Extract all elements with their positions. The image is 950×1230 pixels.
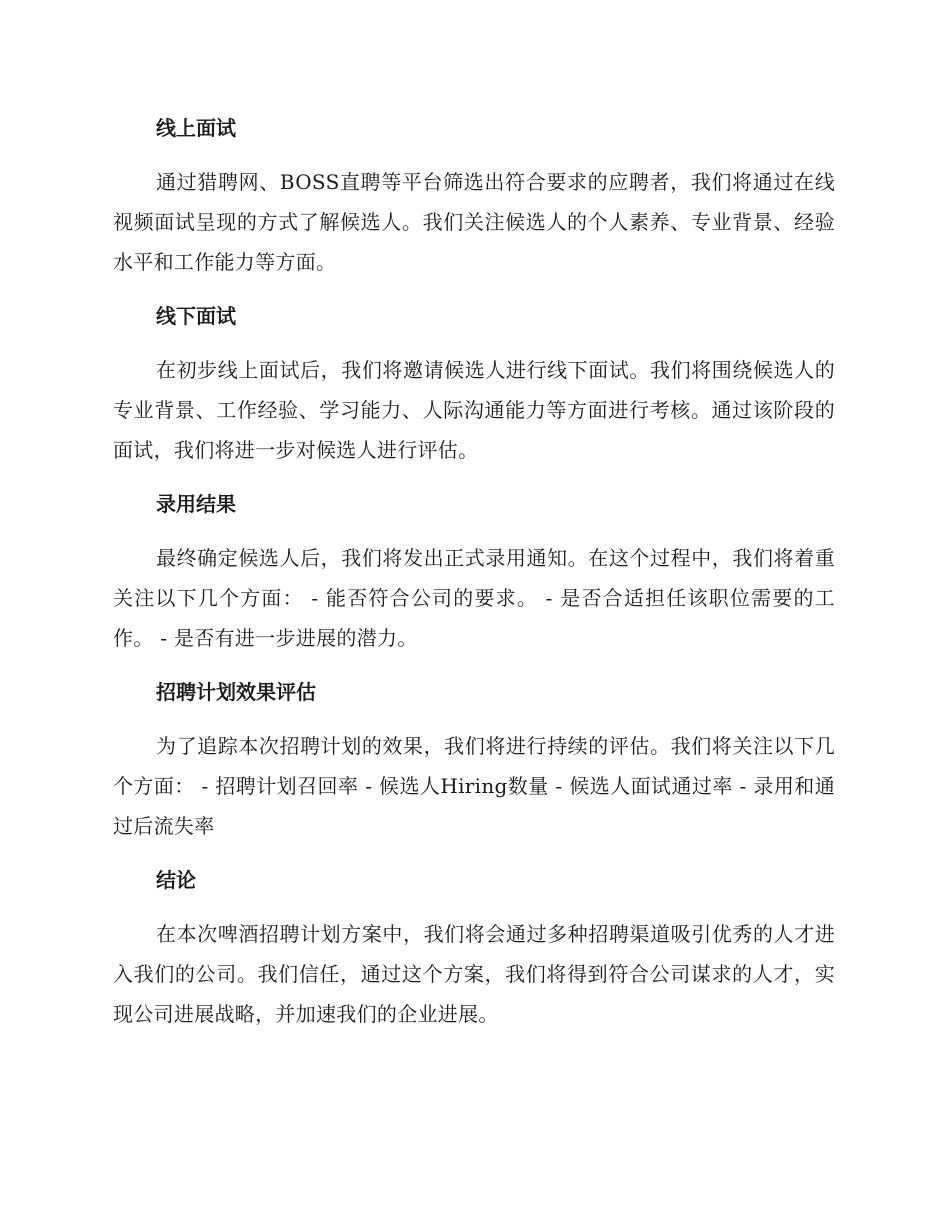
section-paragraph: 在本次啤酒招聘计划方案中，我们将会通过多种招聘渠道吸引优秀的人才进入我们的公司。我们信任，通过这个方案，我们将得到符合公司谋求的人才，实现公司进展战略，并加速我们的企业进展。: [113, 922, 835, 1026]
section-offline-interview: [113, 296, 835, 470]
section-paragraph: 在初步线上面试后，我们将邀请候选人进行线下面试。我们将围绕候选人的专业背景、工作经验、学习能力、人际沟通能力等方面进行考核。通过该阶段的面试，我们将进一步对候选人进行评估。: [113, 358, 835, 462]
section-paragraph: 最终确定候选人后，我们将发出正式录用通知。在这个过程中，我们将着重关注以下几个方面： - 能否符合公司的要求。 - 是否合适担任该职位需要的工作。 - 是否有进一步进展的潜力。: [113, 546, 835, 650]
section-plan-evaluation: [113, 672, 835, 846]
section-heading: 结论: [156, 868, 196, 892]
document-page: [113, 108, 835, 1048]
section-heading: 录用结果: [156, 492, 236, 516]
section-conclusion: [113, 860, 835, 1034]
section-heading: 招聘计划效果评估: [156, 680, 316, 704]
section-paragraph: 通过猎聘网、BOSS直聘等平台筛选出符合要求的应聘者，我们将通过在线视频面试呈现的方式了解候选人。我们关注候选人的个人素养、专业背景、经验水平和工作能力等方面。: [113, 170, 835, 274]
section-paragraph: 为了追踪本次招聘计划的效果，我们将进行持续的评估。我们将关注以下几个方面： - 招聘计划召回率 - 候选人Hiring数量 - 候选人面试通过率 - 录用和通过后流失率: [113, 734, 835, 838]
section-heading: 线上面试: [156, 116, 236, 140]
section-heading: 线下面试: [156, 304, 236, 328]
section-hiring-result: [113, 484, 835, 658]
section-online-interview: [113, 108, 835, 282]
